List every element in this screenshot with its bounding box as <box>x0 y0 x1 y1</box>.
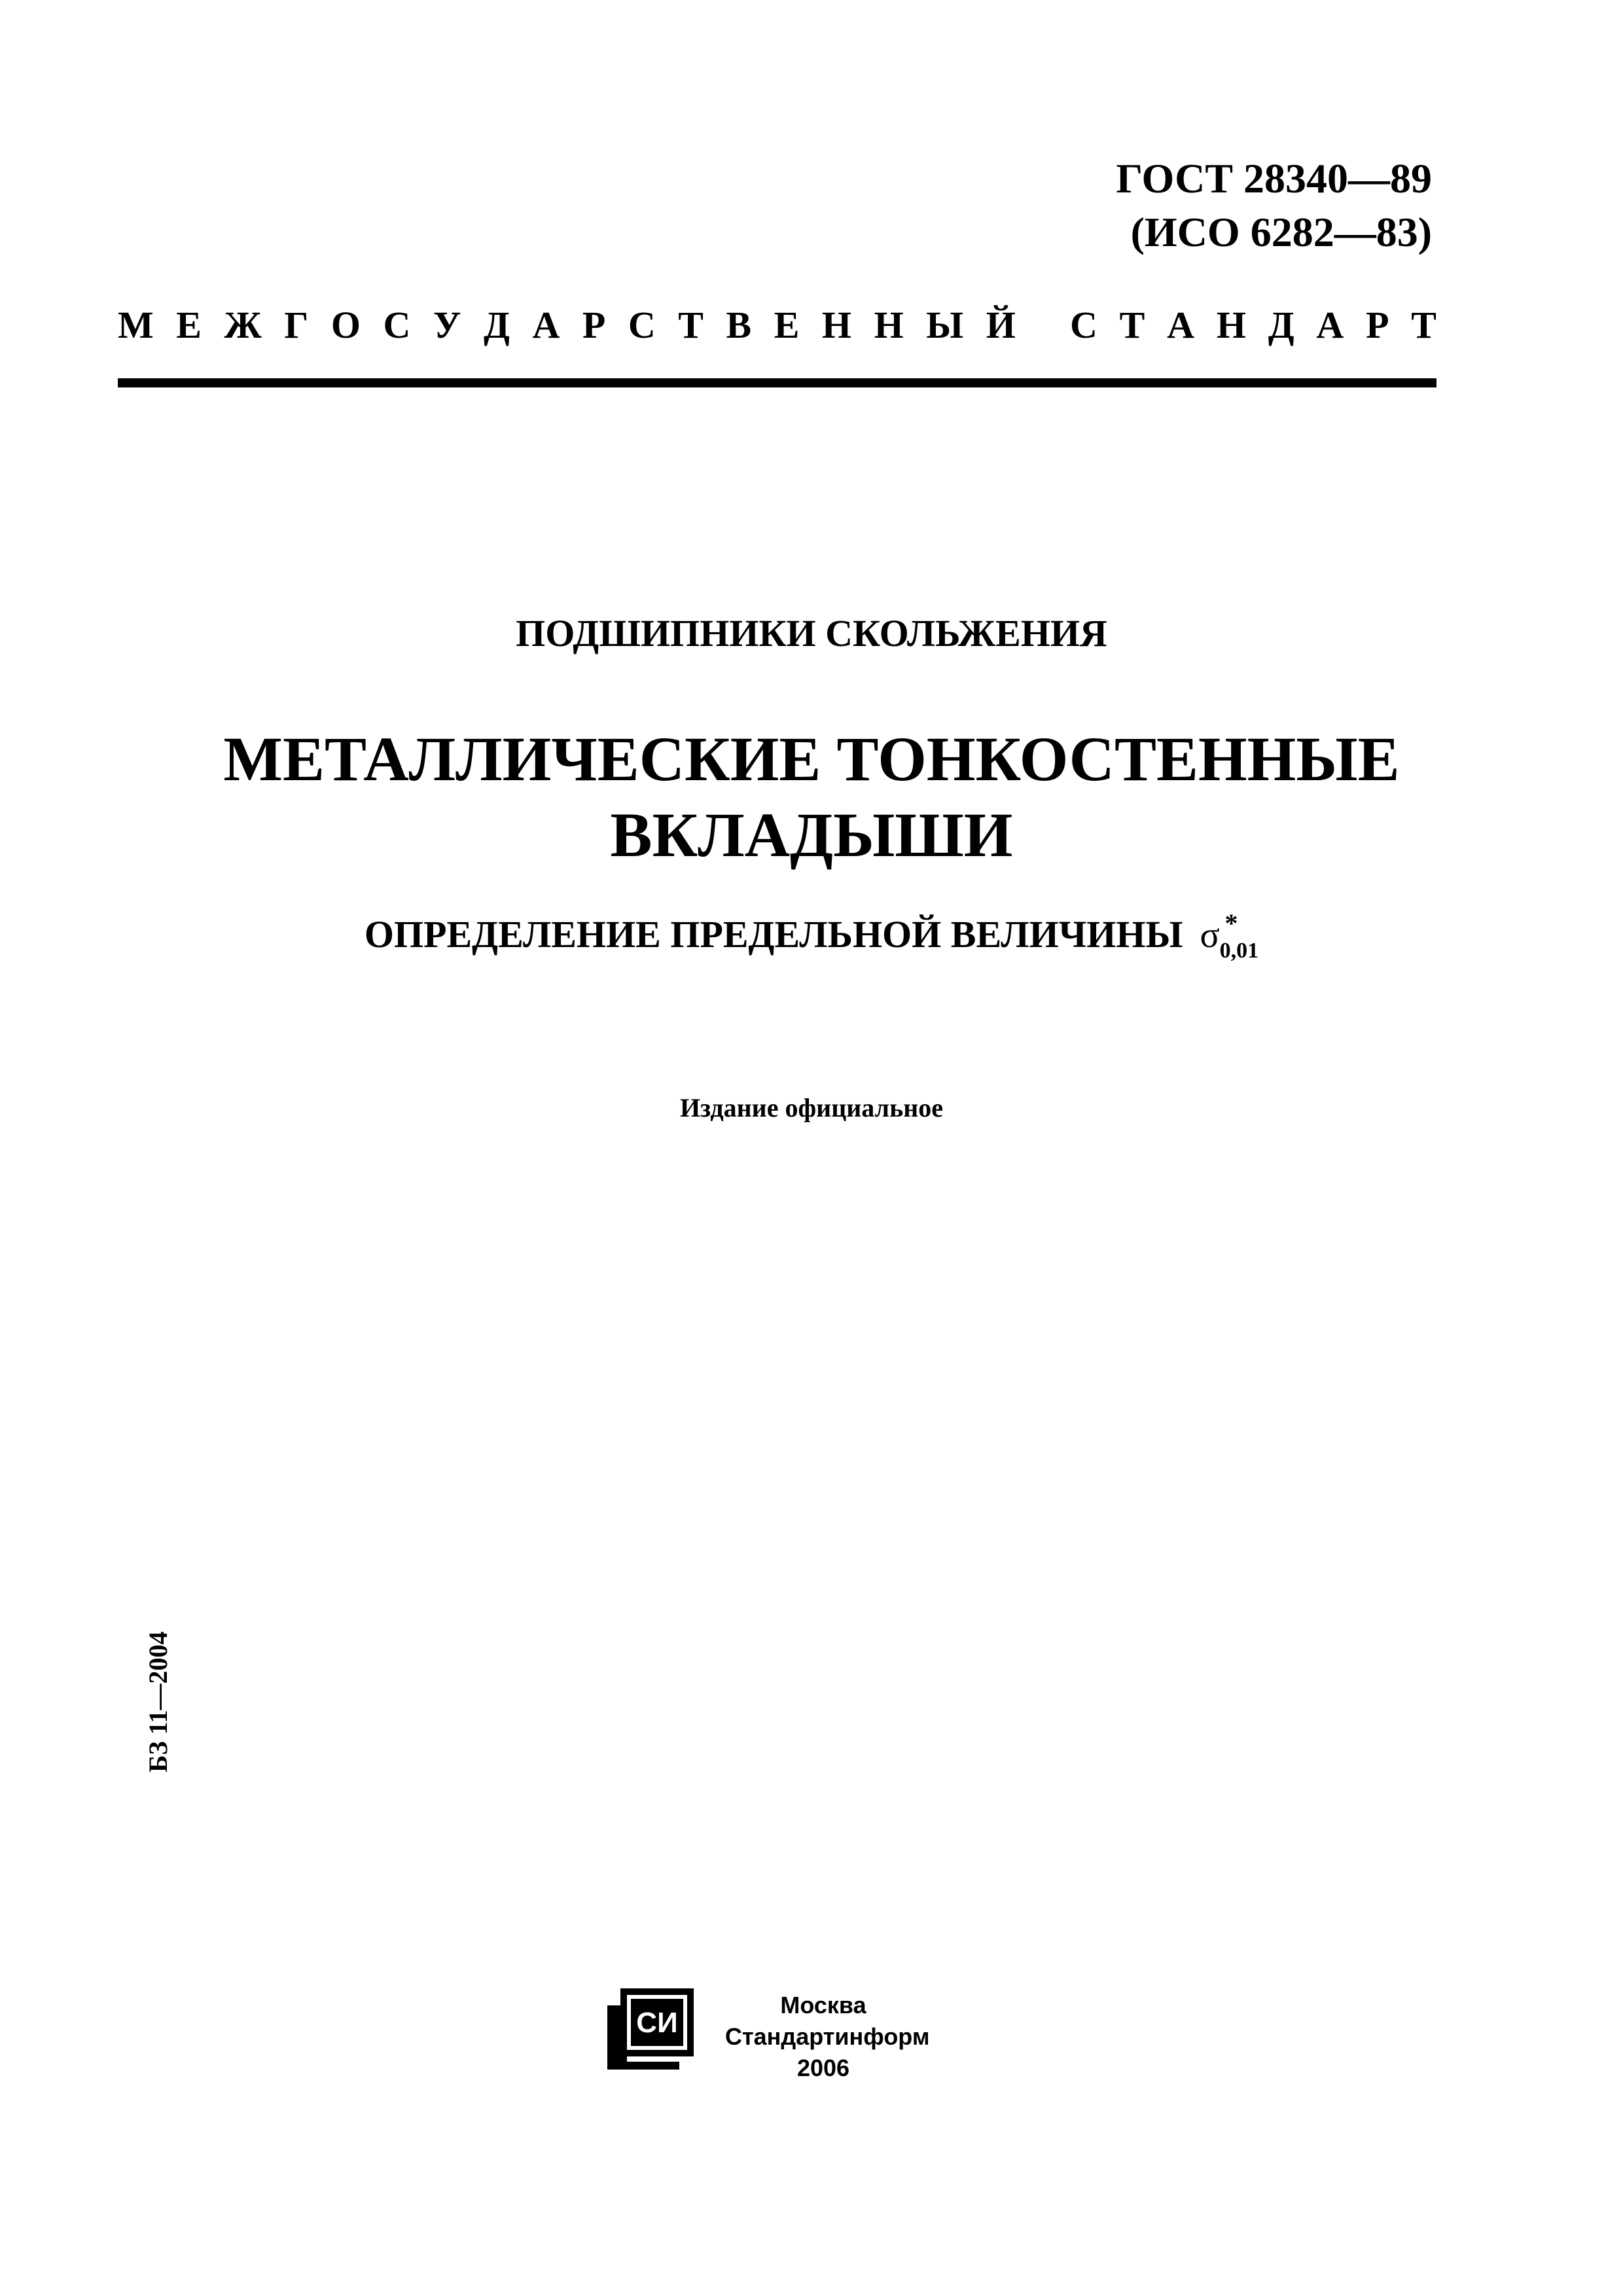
banner-letter: М <box>118 304 154 346</box>
main-title <box>0 721 1623 873</box>
banner-letter: С <box>1070 304 1097 346</box>
iso-number: (ИСО 6282—83) <box>1130 209 1432 255</box>
banner-word-interstate <box>118 302 1016 348</box>
sigma-subscript: 0,01 <box>1219 939 1259 963</box>
banner-word-standard <box>1070 302 1436 348</box>
logo-lettering: СИ <box>636 2007 678 2039</box>
banner-letter: Т <box>678 304 704 346</box>
banner-letter: А <box>1316 304 1344 346</box>
banner-letter: С <box>383 304 411 346</box>
subtitle-text: ОПРЕДЕЛЕНИЕ ПРЕДЕЛЬНОЙ ВЕЛИЧИНЫ <box>364 913 1183 956</box>
publisher-city: Москва <box>780 1992 866 2018</box>
banner-letter: А <box>1167 304 1195 346</box>
sigma-superscript: * <box>1224 908 1238 938</box>
banner-letter: Е <box>774 304 800 346</box>
publisher-block <box>725 1990 930 2084</box>
banner-letter: А <box>532 304 560 346</box>
standartinform-logo-icon <box>601 1983 699 2073</box>
publisher-year: 2006 <box>796 2054 850 2081</box>
sigma-symbol <box>1200 908 1259 964</box>
banner-letter: Д <box>484 304 510 346</box>
header-divider <box>118 378 1436 387</box>
sigma-letter: σ <box>1200 915 1220 956</box>
vertical-catalog-code: БЗ 11—2004 <box>143 1631 173 1772</box>
banner-letter: Н <box>821 304 852 346</box>
banner-letter: Р <box>582 304 606 346</box>
banner-letter: Н <box>874 304 904 346</box>
banner-letter: Р <box>1366 304 1389 346</box>
standard-number: ГОСТ 28340—89 <box>1116 155 1432 202</box>
interstate-standard-banner <box>118 302 1436 348</box>
publisher-name: Стандартинформ <box>725 2023 930 2050</box>
banner-letter: Н <box>1216 304 1246 346</box>
edition-note: Издание официальное <box>679 1093 944 1122</box>
banner-letter: Т <box>1119 304 1145 346</box>
banner-letter: С <box>628 304 656 346</box>
banner-letter: Е <box>176 304 202 346</box>
standard-designation <box>1116 152 1432 259</box>
subtitle <box>0 908 1623 964</box>
banner-letter: У <box>433 304 461 346</box>
banner-letter: Ы <box>926 304 964 346</box>
banner-letter: Г <box>284 304 309 346</box>
banner-letter: О <box>330 304 361 346</box>
banner-letter: Т <box>1411 304 1436 346</box>
subject-heading: ПОДШИПНИКИ СКОЛЬЖЕНИЯ <box>516 612 1107 655</box>
main-title-line-1: МЕТАЛЛИЧЕСКИЕ ТОНКОСТЕННЫЕ <box>223 724 1400 794</box>
banner-letter: Д <box>1268 304 1294 346</box>
banner-letter: Й <box>986 304 1016 346</box>
main-title-line-2: ВКЛАДЫШИ <box>610 800 1013 870</box>
banner-letter: Ж <box>224 304 262 346</box>
banner-letter: В <box>726 304 752 346</box>
